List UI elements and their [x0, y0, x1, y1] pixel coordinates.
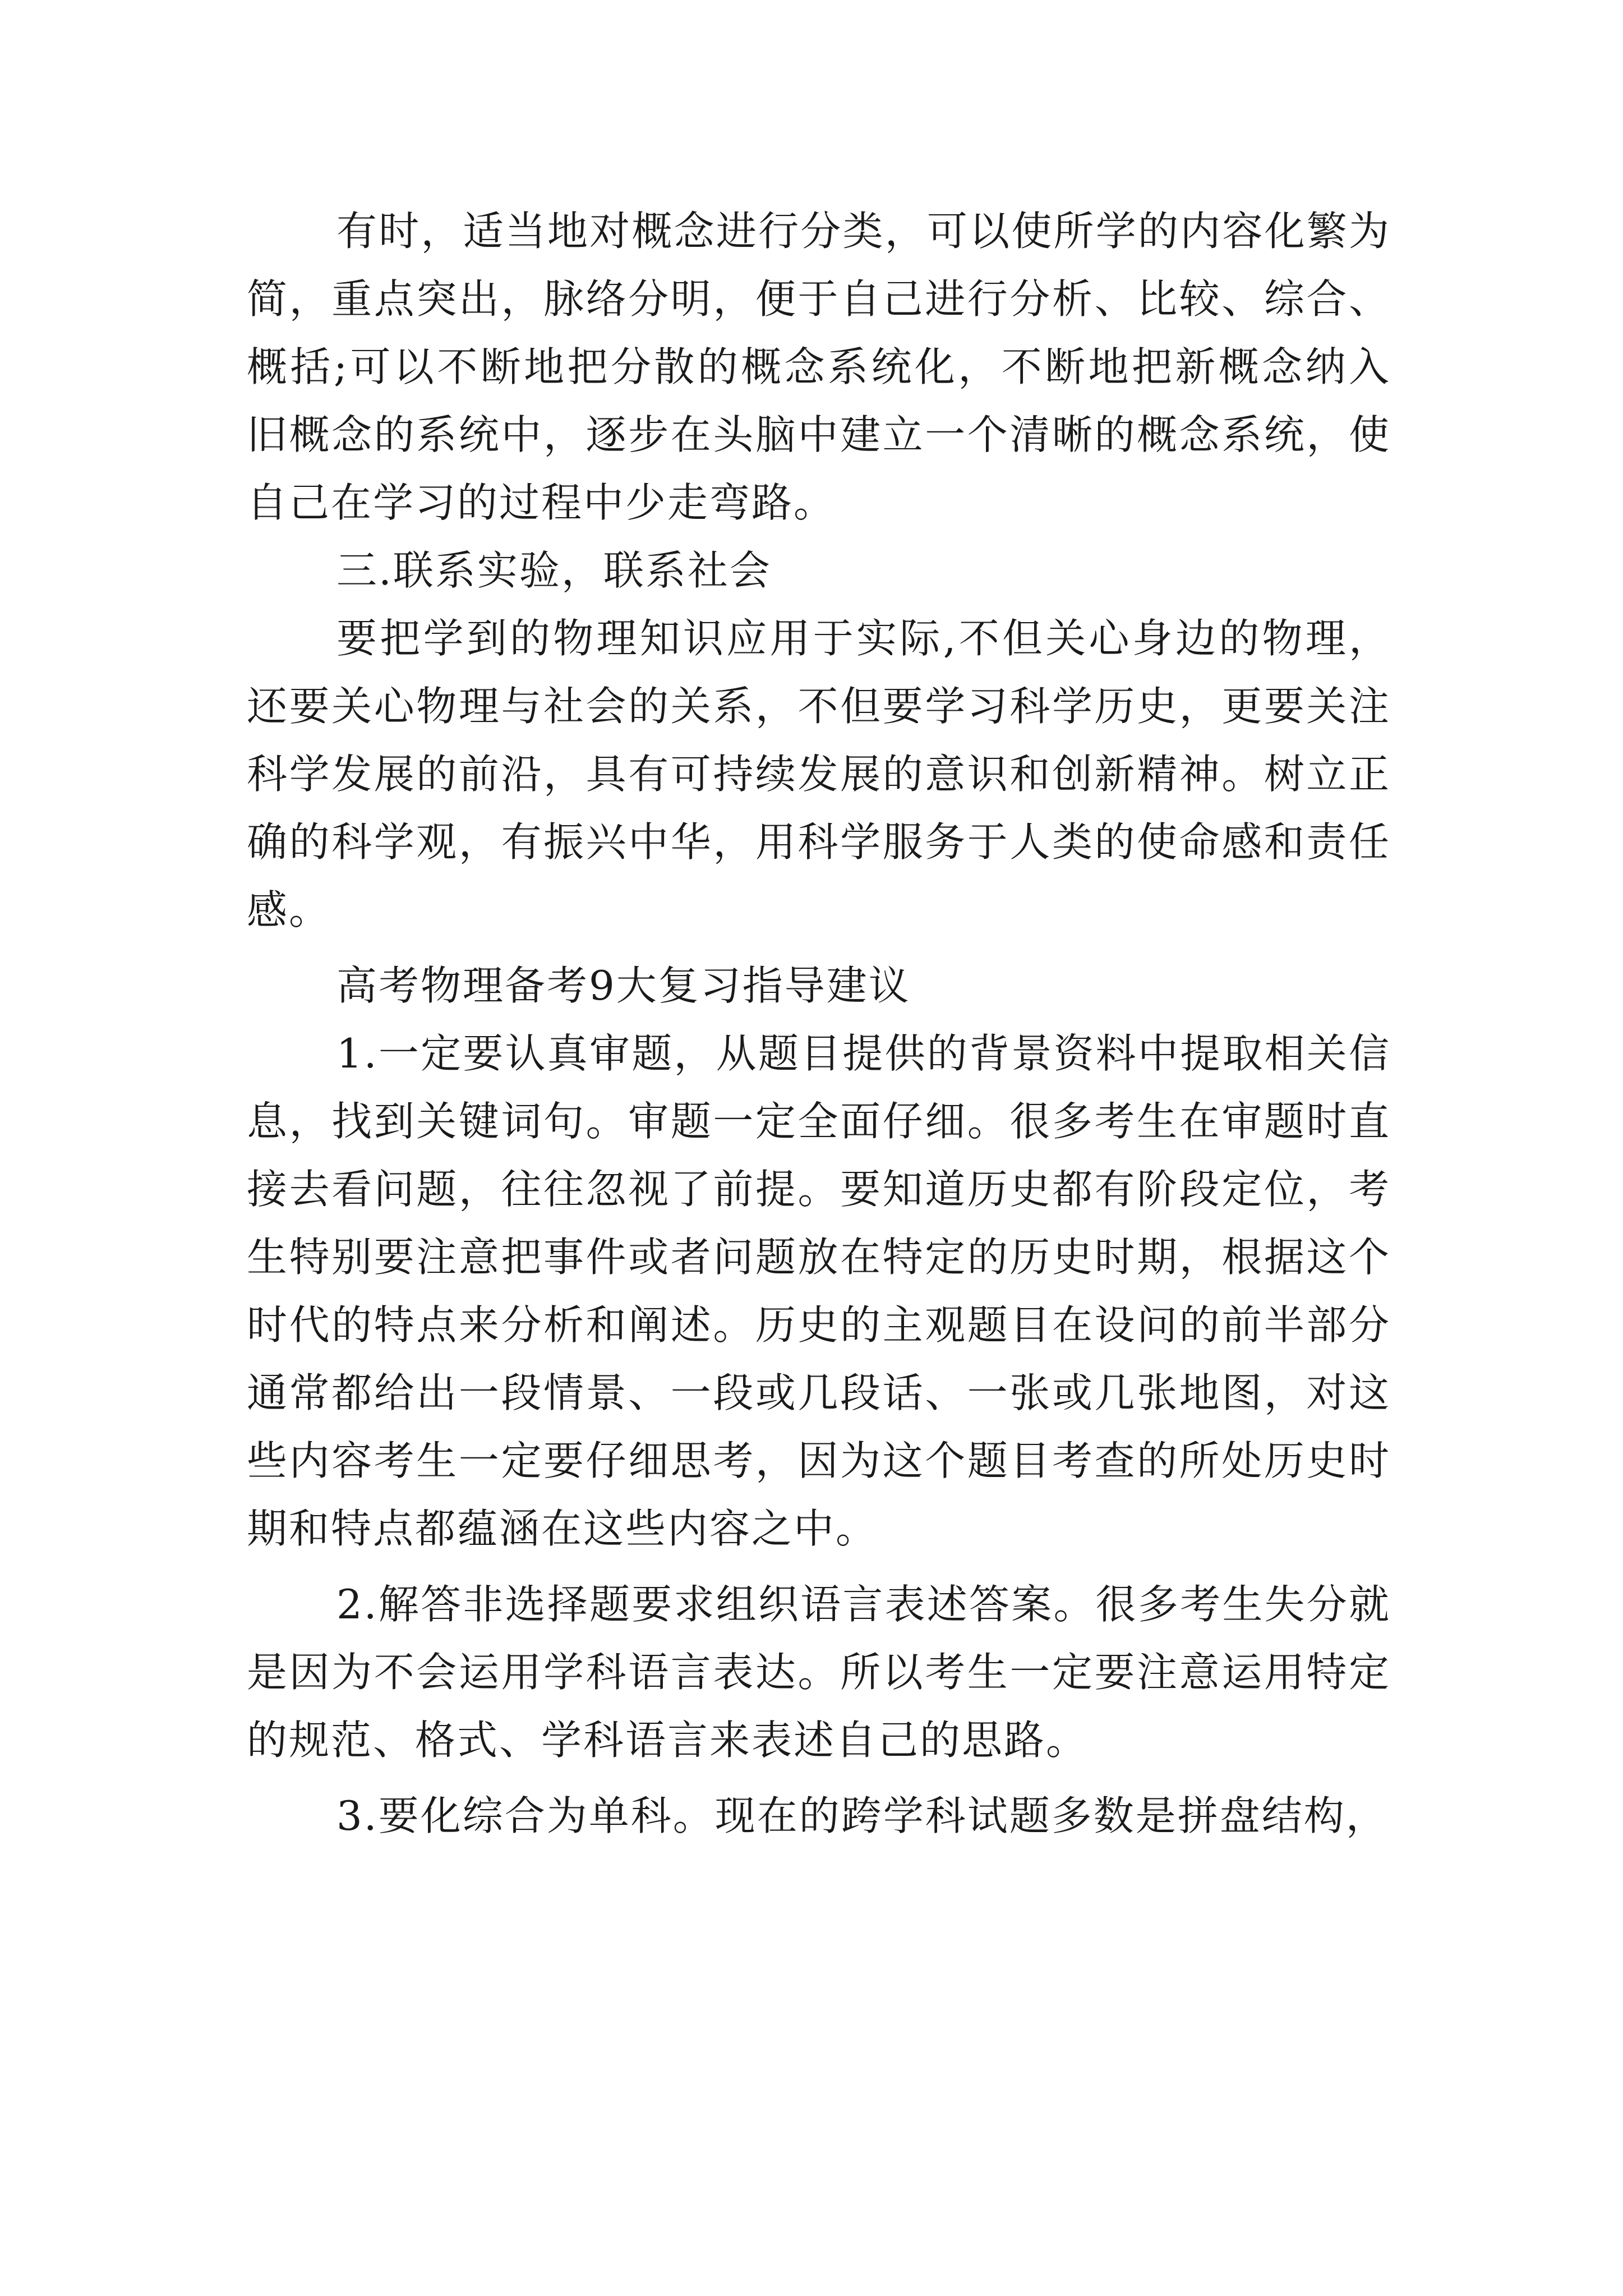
paragraph-suggestion-2: 2.解答非选择题要求组织语言表述答案。很多考生失分就是因为不会运用学科语言表达。所以考生一定要注意运用特定的规范、格式、学科语言来表述自己的思路。 [247, 1581, 1391, 1764]
paragraph-concept-classification: 有时，适当地对概念进行分类，可以使所学的内容化繁为简，重点突出，脉络分明，便于自己进行分析、比较、综合、概括;可以不断地把分散的概念系统化，不断地把新概念纳入旧概念的系统中，逐步在头脑中建立一个清晰的概念系统，使自己在学习的过程中少走弯路。 [247, 208, 1391, 526]
section-heading-experiment-society: 三.联系实验，联系社会 [336, 547, 772, 594]
paragraph-suggestion-3: 3.要化综合为单科。现在的跨学科试题多数是拼盘结构， [336, 1792, 1388, 1839]
paragraph-apply-physics: 要把学到的物理知识应用于实际,不但关心身边的物理，还要关心物理与社会的关系，不但要学习科学历史，更要关注科学发展的前沿，具有可持续发展的意识和创新精神。树立正确的科学观，有振兴中华，用科学服务于人类的使命感和责任感。 [247, 615, 1391, 933]
section-heading-review-suggestions: 高考物理备考9大复习指导建议 [336, 962, 911, 1009]
document-body [247, 197, 1391, 1850]
paragraph-suggestion-1: 1.一定要认真审题，从题目提供的背景资料中提取相关信息，找到关键词句。审题一定全面仔细。很多考生在审题时直接去看问题，往往忽视了前提。要知道历史都有阶段定位，考生特别要注意把事件或者问题放在特定的历史时期，根据这个时代的特点来分析和阐述。历史的主观题目在设问的前半部分通常都给出一段情景、一段或几段话、一张或几张地图，对这些内容考生一定要仔细思考，因为这个题目考查的所处历史时期和特点都蕴涵在这些内容之中。 [247, 1030, 1391, 1552]
